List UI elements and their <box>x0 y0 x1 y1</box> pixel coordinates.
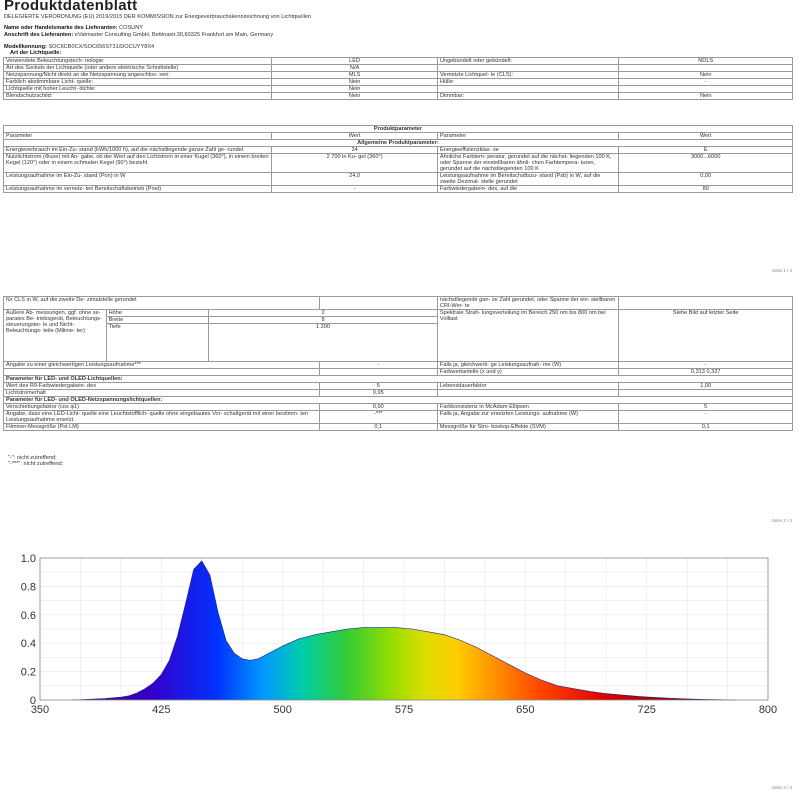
dim-name: Breite <box>106 317 209 324</box>
x-tick-label: 800 <box>758 704 778 716</box>
table-row <box>4 297 793 310</box>
light-source-table <box>3 57 793 100</box>
param-name-cell: Wert des R9-Farbwiedergabein- dex <box>4 383 320 390</box>
param-name-cell: Angabe, dass eine LED-Licht- quelle eine Leuchtstofflich- quelle ohne eingebautes Vor- schaltgerät mit einer bestimm- ten Leistungsaufnahme ersetzt. <box>4 411 320 424</box>
param-value-cell <box>619 86 793 93</box>
param-value-cell <box>619 65 793 72</box>
param-value-cell: Nein <box>272 79 438 86</box>
param-name-cell: nächstliegende gan- ze Zahl gerundet, oder Spanne der ein- stellbaren CRI-Wer- te <box>437 297 618 310</box>
y-tick-label: 0.6 <box>20 609 36 622</box>
table-row <box>4 79 793 86</box>
y-tick-label: 0.2 <box>20 666 36 679</box>
table-row <box>4 404 793 411</box>
x-tick-label: 500 <box>273 704 292 716</box>
x-tick-label: 725 <box>637 704 656 716</box>
model-label: Modellkennung: <box>4 44 47 50</box>
param-name-cell: Verwendete Beleuchtungstech- nologie: <box>4 58 272 65</box>
param-value-cell: 0,00 <box>619 173 793 186</box>
x-tick-label: 350 <box>30 704 50 716</box>
param-value-cell <box>619 297 793 310</box>
light-type-heading: Art der Lichtquelle: <box>10 50 62 56</box>
outer-dimensions-label: Äußere Ab- messungen, ggf. ohne se- parates Be- triebsgerät, Beleuchtungs- steuerungstei- le und Nicht- Beleuchtungs- teile (Milime- ter) <box>4 310 107 362</box>
table-row <box>4 147 793 154</box>
x-tick-label: 650 <box>516 704 535 716</box>
param-value-cell: 2 700 in Ku- gel (360°) <box>272 154 438 173</box>
y-tick-label: 0 <box>29 695 36 707</box>
datasheet-page-3 <box>0 545 798 798</box>
param-value-cell: Nein <box>619 72 793 79</box>
page-number: Seite 3 / 3 <box>771 785 792 790</box>
col-value-header: Wert <box>619 133 793 140</box>
dim-name: Höhe <box>106 310 209 317</box>
param-value-cell: N/A <box>272 65 438 72</box>
supplier-address-line <box>4 32 273 38</box>
param-name-cell: Leistungsaufnahme im Ein-Zu- stand (Pon) in W <box>4 173 272 186</box>
param-value-cell: 0,313 0,337 <box>619 369 793 376</box>
param-name-cell: Lichtstromerhalt <box>4 390 320 397</box>
table-row <box>4 86 793 93</box>
param-name-cell: Farblich abstimmbare Licht- quelle: <box>4 79 272 86</box>
param-value-cell: NDLS <box>619 58 793 65</box>
param-name-cell: Verschiebungsfaktor (cos φ1) <box>4 404 320 411</box>
param-name-cell: Ungebündelt oder gebündelt: <box>437 58 618 65</box>
page-number: Seite 2 / 3 <box>771 518 792 523</box>
param-value-cell: 5 <box>319 383 437 390</box>
param-name-cell: Blendschutzschild: <box>4 93 272 100</box>
param-value-cell: LED <box>272 58 438 65</box>
page-number: Seite 1 / 3 <box>771 268 792 273</box>
param-value-cell: 3000...6000 <box>619 154 793 173</box>
table-row <box>4 173 793 186</box>
param-name-cell <box>437 390 618 397</box>
table-row <box>4 93 793 100</box>
param-name-cell: Art des Sockels der Lichtquelle (oder andere elektrische Schnittstelle) <box>4 65 272 72</box>
x-tick-label: 425 <box>152 704 171 716</box>
col-value-header: Wert <box>272 133 438 140</box>
param-name-cell: Energieeffizienzklas- se <box>437 147 618 154</box>
spectral-distribution-chart <box>0 550 798 730</box>
table-row <box>4 390 793 397</box>
mains-heading: Parameter für LED- und OLED-Netzspannungslichtquellen: <box>4 397 793 404</box>
param-name-cell: Energieverbrauch im Ein-Zu- stand (kWh/1000 h), auf die nächstliegende ganze Zahl ge- rundet <box>4 147 272 154</box>
param-name-cell: Angabe zu einer gleichwertigen Leistungsaufnahme*** <box>4 362 320 369</box>
footnote: "-***": nicht zutreffend; <box>8 461 64 467</box>
model-id: SOC6CB0CX/SOC656ST31/DOCUYY8X4 <box>48 44 155 50</box>
param-value-cell <box>319 369 437 376</box>
table-row <box>4 424 793 431</box>
col-param-header: Parameter <box>437 133 618 140</box>
table-row <box>4 383 793 390</box>
param-value-cell: 0,1 <box>319 424 437 431</box>
param-name-cell: Vernetzte Lichtquel- le (CLS): <box>437 72 618 79</box>
param-value-cell: - <box>619 79 793 86</box>
param-value-cell: 80 <box>619 186 793 193</box>
supplier-name-line <box>4 25 143 31</box>
general-heading: Allgemeine Produktparameter: <box>4 140 793 147</box>
param-name-cell: Lichtquelle mit hoher Leucht- dichte: <box>4 86 272 93</box>
regulation-text: DELEGIERTE VERORDNUNG (EU) 2019/2015 DER KOMMISSION zur Energieverbrauchskennzeichnung von Lichtquellen <box>4 14 312 20</box>
param-value-cell: 1,00 <box>619 383 793 390</box>
dim-value: 8 <box>209 317 438 324</box>
datasheet-page-2 <box>0 296 798 522</box>
param-name-cell <box>4 369 320 376</box>
table-row <box>4 58 793 65</box>
param-value-cell <box>319 297 437 310</box>
param-name-cell: Falls ja, Angabe zur ersetzten Leistungs- aufnahme (W) <box>437 411 618 424</box>
param-name-cell: Messgröße für Stro- boskop-Effekte (SVM) <box>437 424 618 431</box>
supplier-address-label: Anschrift des Lieferanten: <box>4 32 74 38</box>
param-value-cell: 0,1 <box>619 424 793 431</box>
continued-table <box>3 296 793 431</box>
x-tick-label: 575 <box>394 704 414 716</box>
param-value-cell: 0,95 <box>319 390 437 397</box>
param-value-cell: 24 <box>272 147 438 154</box>
param-value-cell: Nein <box>619 93 793 100</box>
dim-name: Tiefe <box>106 324 209 362</box>
param-name-cell: Hülle: <box>437 79 618 86</box>
table-row <box>4 411 793 424</box>
table-row <box>4 65 793 72</box>
table-row <box>4 362 793 369</box>
param-value-cell: - <box>619 411 793 424</box>
param-value-cell: 24,0 <box>272 173 438 186</box>
product-parameter-table <box>3 125 793 193</box>
dim-value: 2 <box>209 310 438 317</box>
table-row <box>4 154 793 173</box>
params-heading: Produktparameter <box>4 126 793 133</box>
supplier-address: eVatmaster Consulting GmbH, Bettinastr.30,60325 Frankfurt am Main, Germany <box>74 32 274 38</box>
datasheet-page-1 <box>0 0 798 272</box>
param-name-cell <box>437 65 618 72</box>
col-param-header: Parameter <box>4 133 272 140</box>
param-value-cell: - <box>272 186 438 193</box>
param-value-cell: 0,90 <box>319 404 437 411</box>
page-title: Produktdatenblatt <box>4 0 138 14</box>
led-heading: Parameter für LED- und OLED-Lichtquellen: <box>4 376 793 383</box>
param-name-cell: Leistungsaufnahme im Bereitschaftszu- stand (Psb) in W, auf die zweite Dezimal- stelle gerundet <box>437 173 618 186</box>
param-value-cell: Nein <box>272 93 438 100</box>
param-name-cell: Netzspannung/Nicht direkt an die Netzspannung angeschlos- sen: <box>4 72 272 79</box>
y-tick-label: 0.8 <box>20 581 36 594</box>
param-name-cell: Ähnliche Farbtem- peratur, gerundet auf die nächst- liegenden 100 K, oder Spanne der einstellbaren ähnli- chen Farbtempera- turen, gerundet auf die nächstliegenden 100 K <box>437 154 618 173</box>
param-name-cell: Lebensdauerfaktor <box>437 383 618 390</box>
table-row <box>4 72 793 79</box>
param-value-cell <box>619 390 793 397</box>
param-value-cell: - <box>319 362 437 369</box>
param-name-cell: Dimmbar: <box>437 93 618 100</box>
param-value-cell: MLS <box>272 72 438 79</box>
param-name-cell: Farbwertanteile (x und y) <box>437 369 618 376</box>
spectral-value: Siehe Bild auf letzter Seite <box>619 310 793 362</box>
param-name-cell: Nutzlichtstrom (Φuse) mit An- gabe, ob der Wert auf den Lichtstrom in einer Kugel (360°), in einem breiten Kegel (120°) oder in einem schmalen Kegel (90°) bezieht <box>4 154 272 173</box>
y-tick-label: 0.4 <box>20 638 36 651</box>
param-value-cell: -*** <box>319 411 437 424</box>
param-name-cell: Falls ja, gleichwerti- ge Leistungsaufnah- me (W) <box>437 362 618 369</box>
param-name-cell: für CLS in W, auf die zweite De- zimalstelle gerundet <box>4 297 320 310</box>
dim-value: 1 200 <box>209 324 438 362</box>
param-name-cell: Farbwiedergabein- dex, auf die <box>437 186 618 193</box>
param-value-cell: Nein <box>272 86 438 93</box>
param-value-cell: - <box>619 362 793 369</box>
param-name-cell: Leistungsaufnahme im vernetz- ten Bereitschaftsbetrieb (Pnet) <box>4 186 272 193</box>
spectral-label: Spektrale Strah- lungsverteilung im Bereich 250 nm bis 800 nm bei Volllast <box>437 310 618 362</box>
param-name-cell: Farbkonsistenz in McAdam-Ellipsen <box>437 404 618 411</box>
param-name-cell: Flimmer-Messgröße (Pst LM) <box>4 424 320 431</box>
table-row <box>4 369 793 376</box>
param-value-cell: E <box>619 147 793 154</box>
supplier-name: COSUNY <box>119 25 143 31</box>
table-row <box>4 186 793 193</box>
param-value-cell: 5 <box>619 404 793 411</box>
supplier-name-label: Name oder Handelsmarke des Lieferanten: <box>4 25 118 31</box>
param-name-cell <box>437 86 618 93</box>
y-tick-label: 1.0 <box>20 553 36 565</box>
footnote: "-": nicht zutreffend; <box>8 455 57 461</box>
